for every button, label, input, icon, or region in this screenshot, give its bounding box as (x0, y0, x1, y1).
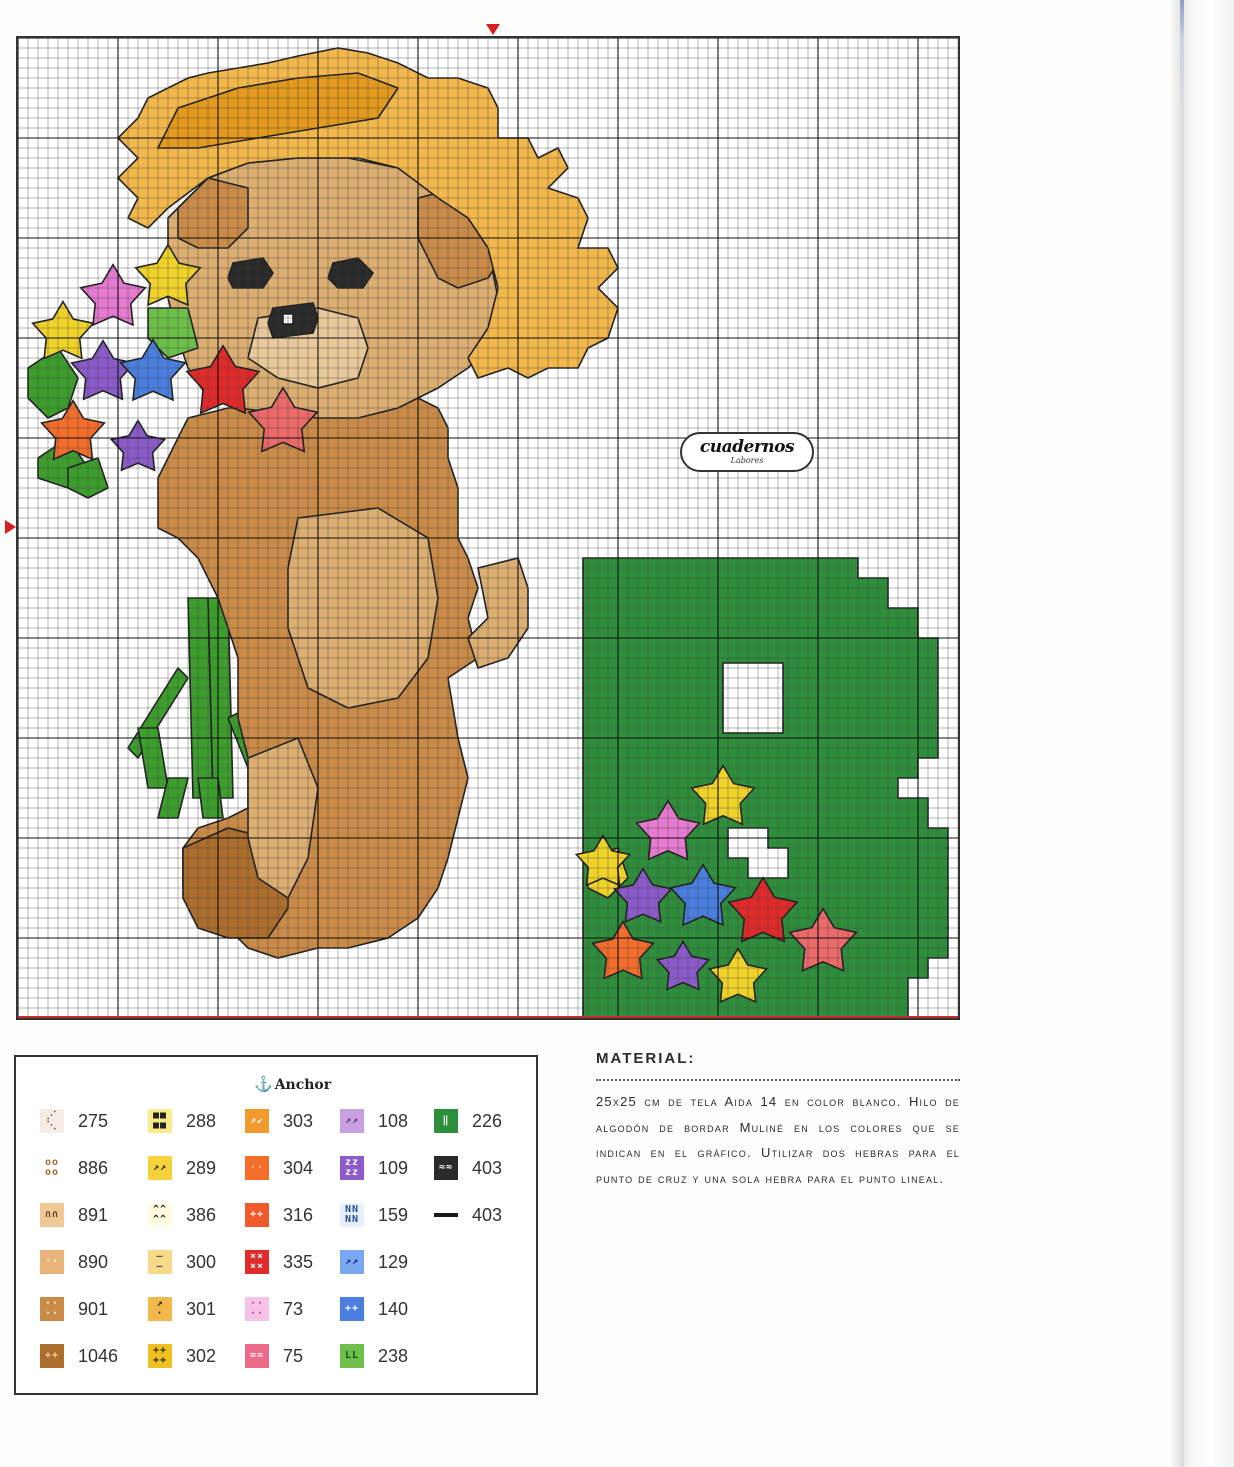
thread-code: 108 (378, 1110, 409, 1131)
legend-item (245, 1203, 313, 1227)
stitch-symbol: ⋰⋱ (46, 1110, 58, 1131)
thread-code: 289 (186, 1157, 217, 1178)
stitch-symbol: ^^ ^^ (152, 1204, 168, 1225)
color-swatch (434, 1156, 458, 1180)
thread-code: 73 (283, 1298, 304, 1319)
color-swatch (148, 1344, 172, 1368)
legend-item (40, 1109, 108, 1133)
material-text: 25x25 cm de tela Aida 14 en color blanco. Hilo de algodón de bordar Muliné en los colores que se indican en el gráfico. Utilizar dos hebras para el punto de cruz y una sola hebra para el punto lineal. (596, 1094, 960, 1186)
stitch-symbol: ↗↗ (344, 1115, 360, 1126)
stitch-symbol: oo oo (44, 1157, 60, 1178)
legend-item (434, 1203, 502, 1227)
legend-item (245, 1250, 313, 1274)
anchor-icon: ⚓ (254, 1075, 273, 1093)
logo-subtitle: Labores (730, 456, 764, 465)
thread-code: 238 (378, 1345, 409, 1366)
stitch-symbol: ·· (44, 1256, 60, 1267)
stitch-symbol: ‖ (442, 1115, 450, 1126)
thread-code: 275 (78, 1110, 109, 1131)
stitch-symbol: == (249, 1350, 265, 1361)
center-marker-top (486, 24, 500, 35)
color-swatch (148, 1109, 172, 1133)
color-swatch (340, 1109, 364, 1133)
stitch-symbol: ++ (249, 1209, 265, 1220)
color-swatch (434, 1203, 458, 1227)
legend-item (340, 1344, 408, 1368)
thread-code: 386 (186, 1204, 217, 1225)
chart-canvas (18, 38, 958, 1018)
color-swatch (40, 1109, 64, 1133)
thread-code: 140 (378, 1298, 409, 1319)
stitch-symbol: ↗↗ (152, 1162, 168, 1173)
color-swatch (40, 1297, 64, 1321)
thread-code: 301 (186, 1298, 217, 1319)
legend-item (40, 1297, 108, 1321)
thread-code: 159 (378, 1204, 409, 1225)
legend-item (40, 1203, 108, 1227)
color-swatch (148, 1297, 172, 1321)
legend-item (245, 1344, 303, 1368)
stitch-symbol: NN NN (344, 1204, 360, 1225)
thread-code: 403 (472, 1204, 503, 1225)
legend-item (245, 1297, 303, 1321)
stitch-symbol: ++ ++ (152, 1345, 168, 1366)
thread-code: 109 (378, 1157, 409, 1178)
thread-code: 303 (283, 1110, 314, 1131)
color-swatch (245, 1109, 269, 1133)
stitch-symbol: ·· ·· (44, 1298, 60, 1319)
color-swatch (245, 1203, 269, 1227)
thread-code: 75 (283, 1345, 304, 1366)
legend-item (40, 1156, 108, 1180)
legend-item (148, 1156, 216, 1180)
color-swatch (245, 1156, 269, 1180)
page-edge (1172, 0, 1234, 1467)
legend-item (340, 1297, 408, 1321)
logo-title: cuadernos (699, 437, 795, 457)
legend-item (245, 1156, 313, 1180)
stitch-symbol: ×× ×× (249, 1251, 265, 1272)
color-swatch (245, 1344, 269, 1368)
stitch-symbol: ≈≈ (438, 1162, 454, 1173)
stitch-symbol: — — (156, 1251, 164, 1272)
stitch-symbol (434, 1213, 458, 1217)
stitch-symbol: LL (344, 1350, 360, 1361)
legend-item (434, 1109, 502, 1133)
thread-code: 226 (472, 1110, 503, 1131)
color-swatch (434, 1109, 458, 1133)
color-swatch (340, 1250, 364, 1274)
color-swatch (340, 1203, 364, 1227)
material-section (596, 1050, 960, 1191)
center-marker-left (5, 520, 16, 534)
color-swatch (340, 1156, 364, 1180)
stitch-symbol: ↗↗ (344, 1256, 360, 1267)
thread-code: 886 (78, 1157, 109, 1178)
legend-brand (254, 1075, 331, 1093)
legend-item (340, 1203, 408, 1227)
thread-code: 316 (283, 1204, 314, 1225)
thread-code: 129 (378, 1251, 409, 1272)
thread-code: 302 (186, 1345, 217, 1366)
thread-code: 890 (78, 1251, 109, 1272)
legend-item (245, 1109, 313, 1133)
legend-item (148, 1109, 216, 1133)
thread-code: 891 (78, 1204, 109, 1225)
legend-item (340, 1250, 408, 1274)
thread-legend (14, 1055, 538, 1395)
flower-pink (81, 265, 146, 325)
thread-code: 304 (283, 1157, 314, 1178)
stitch-symbol: ■■ ■■ (152, 1110, 168, 1131)
color-swatch (340, 1297, 364, 1321)
stitch-symbol: ++ (344, 1303, 360, 1314)
binding-spine (1180, 0, 1184, 1467)
legend-item (340, 1156, 408, 1180)
color-swatch (40, 1156, 64, 1180)
legend-brand-label: Anchor (274, 1077, 332, 1093)
thread-code: 403 (472, 1157, 503, 1178)
legend-item (148, 1203, 216, 1227)
thread-code: 300 (186, 1251, 217, 1272)
material-title: MATERIAL: (596, 1050, 960, 1081)
color-swatch (148, 1250, 172, 1274)
thread-code: 288 (186, 1110, 217, 1131)
color-swatch (40, 1250, 64, 1274)
legend-item (148, 1344, 216, 1368)
stitch-symbol: ↗ · (156, 1298, 164, 1319)
cross-stitch-chart (16, 36, 960, 1020)
legend-item (340, 1109, 408, 1133)
stitch-symbol: zz zz (344, 1157, 360, 1178)
color-swatch (40, 1203, 64, 1227)
legend-item (148, 1250, 216, 1274)
bear-eye-left (228, 258, 273, 288)
thread-code: 901 (78, 1298, 109, 1319)
color-swatch (148, 1203, 172, 1227)
stitch-symbol: ∩∩ (44, 1209, 60, 1220)
color-swatch (340, 1344, 364, 1368)
color-swatch (148, 1156, 172, 1180)
thread-code: 335 (283, 1251, 314, 1272)
legend-item (40, 1250, 108, 1274)
stitch-symbol: ++ (44, 1350, 60, 1361)
color-swatch (40, 1344, 64, 1368)
flower-yellow (33, 302, 94, 359)
stitch-symbol: ·· ·· (249, 1298, 265, 1319)
stitch-symbol: ↗↙ (249, 1115, 265, 1126)
publisher-logo (680, 432, 814, 472)
thread-code: 1046 (78, 1345, 119, 1366)
legend-item (40, 1344, 118, 1368)
color-swatch (245, 1297, 269, 1321)
legend-item (148, 1297, 216, 1321)
stitch-symbol: ·· (249, 1162, 265, 1173)
legend-item (434, 1156, 502, 1180)
color-swatch (245, 1250, 269, 1274)
